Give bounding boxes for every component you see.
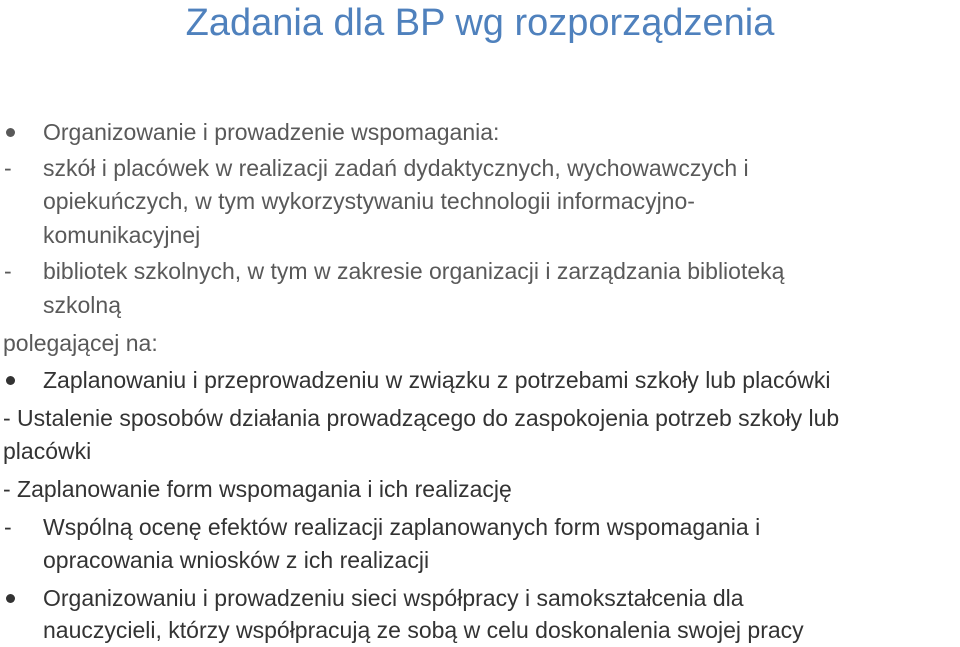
list-item-text: opiekuńczych, w tym wykorzystywaniu technologii informacyjno- (43, 188, 695, 214)
list-item-text: nauczycieli, którzy współpracują ze sobą w celu doskonalenia swojej pracy (43, 617, 804, 643)
slide-title: Zadania dla BP wg rozporządzenia (185, 2, 775, 44)
bullet-icon (6, 376, 15, 385)
list-item-text: placówki (3, 438, 92, 464)
dash-marker: - (4, 155, 12, 181)
list-item-text: - Zaplanowanie form wspomagania i ich realizację (3, 476, 512, 502)
list-item-text: szkół i placówek w realizacji zadań dydaktycznych, wychowawczych i (43, 155, 749, 181)
list-item-text: Organizowaniu i prowadzeniu sieci współpracy i samokształcenia dla (43, 585, 744, 611)
dash-marker: - (4, 258, 12, 284)
list-item-text: bibliotek szkolnych, w tym w zakresie organizacji i zarządzania biblioteką (43, 258, 785, 284)
list-item-text: Zaplanowaniu i przeprowadzeniu w związku z potrzebami szkoły lub placówki (43, 367, 831, 393)
list-item-text: szkolną (43, 292, 121, 318)
list-item-text: komunikacyjnej (43, 222, 201, 248)
list-item-text: Wspólną ocenę efektów realizacji zaplanowanych form wspomagania i (43, 514, 761, 540)
dash-marker: - (4, 514, 12, 540)
bullet-icon (6, 594, 15, 603)
list-item-text: polegającej na: (3, 330, 158, 356)
list-item-text: - Ustalenie sposobów działania prowadzącego do zaspokojenia potrzeb szkoły lub (3, 405, 840, 431)
bullet-icon (6, 128, 15, 137)
list-item-text: opracowania wniosków z ich realizacji (43, 547, 430, 573)
list-item-text: Organizowanie i prowadzenie wspomagania: (43, 119, 500, 145)
